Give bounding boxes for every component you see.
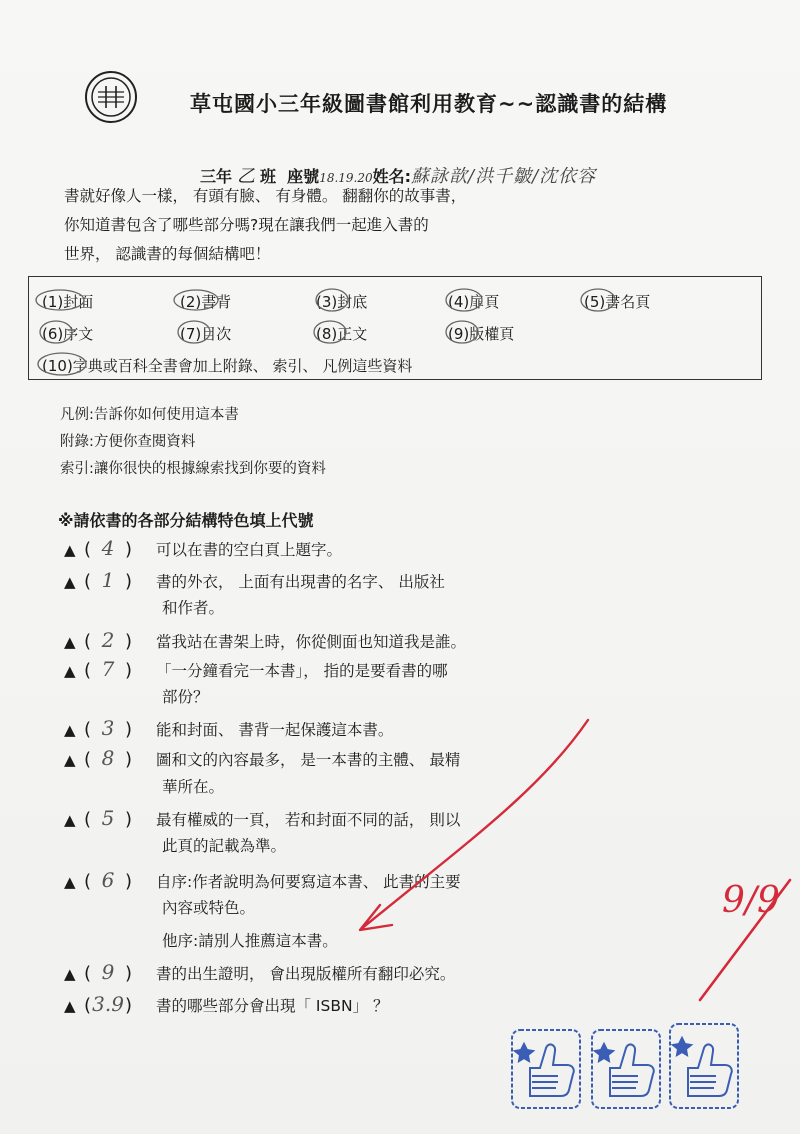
answer-paren: ( 7 ) — [84, 657, 133, 681]
question-text-cont: 內容或特色。 — [162, 899, 256, 917]
seat-handwritten: 18.19.20 — [319, 171, 373, 185]
question-text-cont: 他序:請別人推薦這本書。 — [162, 932, 338, 950]
intro-line: 你知道書包含了哪些部分嗎?現在讓我們一起進入書的 — [64, 216, 429, 234]
answer-handwritten: 6 — [101, 868, 115, 892]
answer-paren: ( 8 ) — [84, 746, 133, 770]
instruction-heading: ※請依書的各部分結構特色填上代號 — [58, 511, 314, 530]
answer-paren: ( 3 ) — [84, 716, 133, 740]
answer-handwritten: 4 — [101, 536, 115, 560]
part-item: (1)封面 — [42, 293, 94, 311]
answer-paren: ( 1 ) — [84, 568, 133, 592]
answer-handwritten: 1 — [101, 568, 115, 592]
triangle-bullet-icon: ▲ — [64, 721, 76, 739]
answer-handwritten: 8 — [101, 746, 115, 770]
question-text: 能和封面、 書背一起保護這本書。 — [156, 721, 394, 739]
triangle-bullet-icon: ▲ — [64, 541, 76, 559]
part-item: (2)書背 — [180, 293, 232, 311]
answer-paren: ( 5 ) — [84, 806, 133, 830]
definition-item: 附錄:方便你查閱資料 — [60, 434, 196, 450]
question-text: 「一分鐘看完一本書」， 指的是要看書的哪 — [156, 662, 448, 680]
thumbs-up-icon — [512, 1024, 738, 1108]
part-item: (5)書名頁 — [584, 293, 651, 311]
definition-item: 凡例:告訴你如何使用這本書 — [60, 407, 239, 423]
class-label: 班 — [260, 167, 277, 186]
triangle-bullet-icon: ▲ — [64, 573, 76, 591]
triangle-bullet-icon: ▲ — [64, 997, 76, 1015]
answer-paren: ( 4 ) — [84, 536, 133, 560]
part-item: (8)正文 — [316, 325, 368, 343]
triangle-bullet-icon: ▲ — [64, 873, 76, 891]
answer-paren: ( 6 ) — [84, 868, 133, 892]
definition-item: 索引:讓你很快的根據線索找到你要的資料 — [60, 461, 326, 477]
question-text: 書的出生證明， 會出現版權所有翻印必究。 — [156, 965, 456, 983]
triangle-bullet-icon: ▲ — [64, 965, 76, 983]
question-text-cont: 和作者。 — [162, 599, 225, 617]
answer-handwritten: 3 — [101, 716, 115, 740]
page-title: 草屯國小三年級圖書館利用教育~~認識書的結構 — [190, 92, 668, 116]
part-item: (10)字典或百科全書會加上附錄、 索引、 凡例這些資料 — [42, 357, 413, 375]
question-text-cont: 此頁的記載為準。 — [162, 837, 287, 855]
intro-line: 書就好像人一樣， 有頭有臉、 有身體。 翻翻你的故事書， — [64, 187, 467, 205]
answer-handwritten: 9 — [101, 960, 115, 984]
part-item: (9)版權頁 — [448, 325, 515, 343]
triangle-bullet-icon: ▲ — [64, 751, 76, 769]
name-label: 姓名: — [372, 167, 412, 186]
answer-handwritten: 5 — [101, 806, 115, 830]
question-text-cont: 華所在。 — [162, 778, 225, 796]
question-text: 書的哪些部分會出現「 ISBN」 ？ — [156, 997, 389, 1015]
names-handwritten: 蘇詠歆/洪千皺/沈依容 — [411, 166, 597, 187]
answer-paren: ( 2 ) — [84, 628, 133, 652]
question-text: 自序:作者說明為何要寫這本書、 此書的主要 — [156, 873, 461, 891]
grade-label: 三年 — [200, 167, 233, 186]
intro-line: 世界， 認識書的每個結構吧！ — [64, 245, 271, 263]
question-text: 當我站在書架上時，你從側面也知道我是誰。 — [156, 633, 467, 651]
grade-mark: 9/9 — [722, 880, 780, 921]
triangle-bullet-icon: ▲ — [64, 811, 76, 829]
seat-label: 座號 — [287, 167, 320, 186]
part-item: (6)序文 — [42, 325, 94, 343]
question-text: 最有權威的一頁， 若和封面不同的話， 則以 — [156, 811, 461, 829]
question-text-cont: 部份？ — [162, 688, 209, 706]
answer-paren: ( 9 ) — [84, 960, 133, 984]
answer-paren: (3.9) — [84, 992, 133, 1016]
answer-handwritten: 3.9 — [92, 992, 124, 1016]
class-handwritten: 乙 — [237, 166, 256, 187]
question-text: 圖和文的內容最多， 是一本書的主體、 最精 — [156, 751, 461, 769]
triangle-bullet-icon: ▲ — [64, 662, 76, 680]
part-item: (7)目次 — [180, 325, 232, 343]
triangle-bullet-icon: ▲ — [64, 633, 76, 651]
part-item: (4)扉頁 — [448, 293, 500, 311]
answer-handwritten: 2 — [101, 628, 115, 652]
answer-handwritten: 7 — [101, 657, 115, 681]
question-text: 書的外衣， 上面有出現書的名字、 出版社 — [156, 573, 445, 591]
part-item: (3)封底 — [316, 293, 368, 311]
question-text: 可以在書的空白頁上題字。 — [156, 541, 343, 559]
